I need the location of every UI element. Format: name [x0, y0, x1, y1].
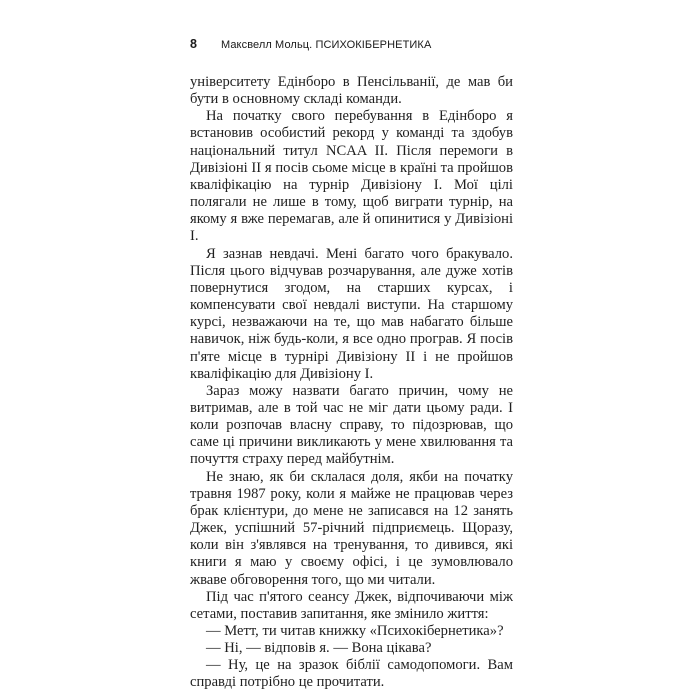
paragraph: На початку свого перебування в Едінборо я встановив особистий рекорд у команді та здобув національний титул NCAA II. Після перемоги в Дивізіоні II я посів сьоме місце в країні та пройшов кваліфікацію на турнір Дивізіону I. Мої цілі полягали не лише в тому, щоб виграти турнір, на якому я вже перемагав, але й опинитися у Дивізіоні I. [190, 108, 513, 245]
running-title: Максвелл Мольц. ПСИХОКІБЕРНЕТИКА [220, 39, 432, 51]
dialogue-line: — Ні, — відповів я. — Вона цікава? [206, 640, 432, 657]
dialogue-line: — Метт, ти читав книжку «Психокібернетика»? [206, 623, 504, 639]
paragraph: Під час п'ятого сеансу Джек, відпочиваючи між сетами, поставив запитання, яке змінило життя: [190, 588, 513, 622]
paragraph: університету Едінборо в Пенсільванії, де мав би бути в основному складі команди. [190, 74, 513, 108]
paragraph: Зараз можу назвати багато причин, чому не витримав, але в той час не міг дати цьому ради. І коли розпочав власну справу, то підозрював, що саме ці причини викликають у мене хвилювання та почуття страху перед майбутнім. [190, 382, 513, 468]
page-number: 8 [190, 37, 197, 51]
paragraph: Я зазнав невдачі. Мені багато чого бракувало. Після цього відчував розчарування, але дуже хотів повернутися згодом, на старших курсах, і компенсувати свої невдалі виступи. На старшому курсі, незважаючи на те, що мав набагато більше навичок, ніж будь-коли, я все одно програв. Я посів п'яте місце в турнірі Дивізіону II і не пройшов кваліфікацію для Дивізіону I. [190, 245, 513, 382]
dialogue-line: — Ну, це на зразок біблії самодопомоги. Вам справді потрібно це прочитати. [190, 657, 513, 691]
paragraph: Не знаю, як би склалася доля, якби на початку травня 1987 року, коли я майже не працював через брак клієнтури, до мене не записався на 12 занять Джек, успішний 57-річний підприємець. Щоразу, коли він з'являвся на тренування, то дивився, які книги я маю у своєму офісі, і це зумовлювало жваве обговорення того, що ми читали. [190, 468, 513, 588]
body-text [190, 74, 513, 692]
running-head [190, 37, 431, 55]
